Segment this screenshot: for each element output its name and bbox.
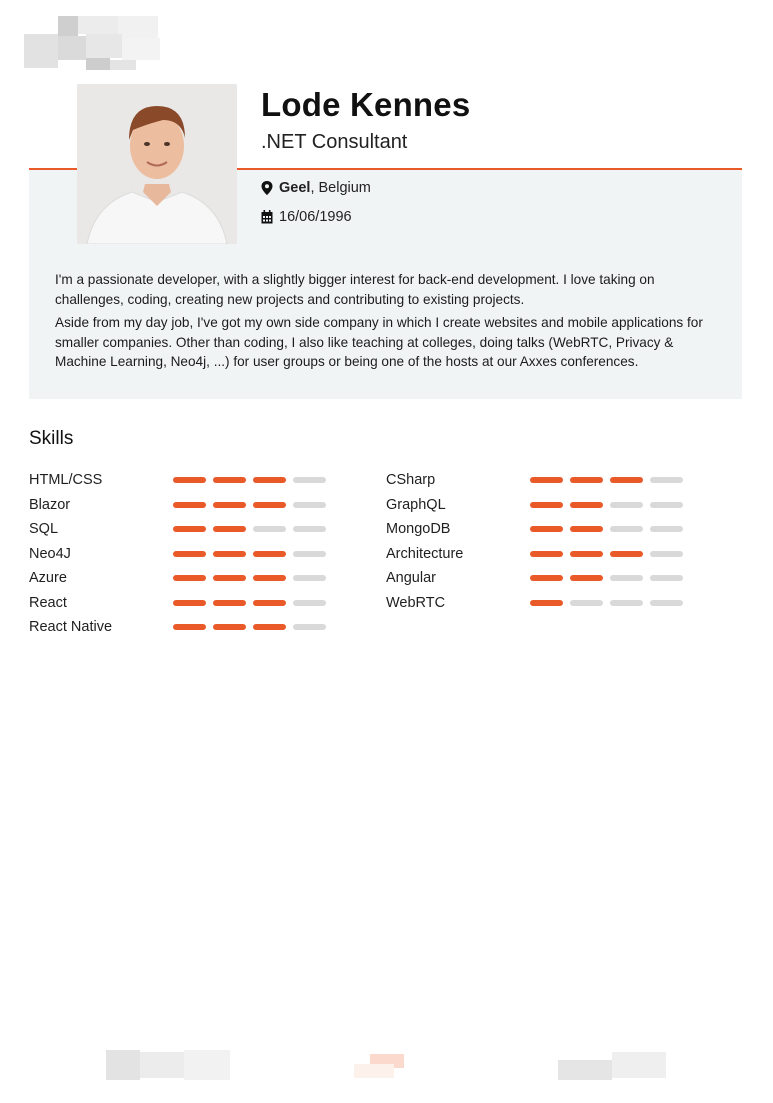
skill-level-segment <box>253 526 286 532</box>
footer-logo-right <box>558 1050 666 1080</box>
skills-heading: Skills <box>29 428 74 449</box>
skill-level-segment <box>213 502 246 508</box>
skill-name: GraphQL <box>386 496 446 513</box>
skill-level-segment <box>293 526 326 532</box>
skill-level-bars <box>530 526 683 532</box>
skill-name: Neo4J <box>29 545 71 562</box>
birthdate-value: 16/06/1996 <box>279 209 352 225</box>
skill-level-segment <box>650 502 683 508</box>
skill-level-segment <box>650 551 683 557</box>
skill-row <box>386 517 683 542</box>
skill-level-segment <box>610 477 643 483</box>
skill-row <box>386 566 683 591</box>
skill-level-segment <box>570 551 603 557</box>
skill-name: MongoDB <box>386 521 451 538</box>
skills-column-left <box>29 468 326 640</box>
birthdate-row <box>261 209 352 225</box>
skill-level-bars <box>173 551 326 557</box>
skill-level-segment <box>293 600 326 606</box>
skill-row <box>386 542 683 567</box>
skill-level-segment <box>213 526 246 532</box>
skill-level-segment <box>610 502 643 508</box>
skills-column-right <box>386 468 683 615</box>
skill-level-segment <box>293 624 326 630</box>
skill-level-segment <box>173 526 206 532</box>
skill-level-segment <box>173 502 206 508</box>
skill-name: Blazor <box>29 496 71 513</box>
skill-level-bars <box>530 575 683 581</box>
skill-level-segment <box>293 575 326 581</box>
location-row <box>261 180 371 196</box>
skill-level-segment <box>173 477 206 483</box>
skill-level-segment <box>253 600 286 606</box>
skill-level-segment <box>253 624 286 630</box>
skill-row <box>386 468 683 493</box>
skill-name: Azure <box>29 570 67 587</box>
skill-level-bars <box>173 526 326 532</box>
job-title: .NET Consultant <box>261 131 408 153</box>
skill-row <box>29 566 326 591</box>
location-country: , Belgium <box>310 180 371 196</box>
skill-level-segment <box>213 624 246 630</box>
skill-level-segment <box>213 575 246 581</box>
skill-row <box>29 591 326 616</box>
skill-level-segment <box>530 477 563 483</box>
skill-level-segment <box>610 526 643 532</box>
bio-paragraph: Aside from my day job, I've got my own side company in which I create websites and mobile applications for smaller companies. Other than coding, I also like teaching at colleges, doing talks (WebRTC, Privacy & Machine Learning, Neo4j, ...) for user groups or being one of the hosts at our Axxes conferences. <box>55 315 703 369</box>
skill-level-segment <box>650 477 683 483</box>
footer-logo-left <box>106 1050 230 1080</box>
skill-level-segment <box>173 551 206 557</box>
skill-level-segment <box>253 502 286 508</box>
skill-level-bars <box>530 600 683 606</box>
skill-level-segment <box>610 600 643 606</box>
skill-row <box>29 493 326 518</box>
skill-level-segment <box>173 600 206 606</box>
footer-logo-center <box>354 1050 404 1080</box>
skill-level-segment <box>173 575 206 581</box>
skill-level-bars <box>530 477 683 483</box>
skill-level-segment <box>253 551 286 557</box>
skill-name: HTML/CSS <box>29 472 103 489</box>
skill-level-bars <box>530 502 683 508</box>
skill-row <box>29 468 326 493</box>
skill-level-bars <box>173 477 326 483</box>
skill-name: SQL <box>29 521 59 538</box>
skill-level-segment <box>213 477 246 483</box>
skill-name: CSharp <box>386 472 436 489</box>
skill-level-segment <box>530 551 563 557</box>
skill-row <box>29 517 326 542</box>
skill-level-segment <box>650 575 683 581</box>
skill-level-segment <box>213 551 246 557</box>
calendar-icon <box>261 210 273 224</box>
person-name: Lode Kennes <box>261 86 471 123</box>
skill-name: Architecture <box>386 545 464 562</box>
skill-level-segment <box>293 477 326 483</box>
skill-level-segment <box>530 502 563 508</box>
skill-level-segment <box>293 502 326 508</box>
skill-level-segment <box>610 575 643 581</box>
skill-level-segment <box>650 600 683 606</box>
skill-level-segment <box>610 551 643 557</box>
skill-level-segment <box>570 575 603 581</box>
skill-level-bars <box>173 575 326 581</box>
company-logo <box>24 16 160 70</box>
skill-level-segment <box>570 502 603 508</box>
location-city: Geel <box>279 180 311 196</box>
skill-level-bars <box>530 551 683 557</box>
skill-level-segment <box>253 575 286 581</box>
skill-level-segment <box>530 575 563 581</box>
skill-level-segment <box>530 600 563 606</box>
skill-level-bars <box>173 502 326 508</box>
skill-level-segment <box>650 526 683 532</box>
skill-level-segment <box>213 600 246 606</box>
bio-section <box>55 270 723 376</box>
skill-level-bars <box>173 624 326 630</box>
profile-photo <box>77 84 237 244</box>
skill-name: React <box>29 594 67 611</box>
skill-level-segment <box>570 526 603 532</box>
skill-level-segment <box>570 600 603 606</box>
skill-name: WebRTC <box>386 594 446 611</box>
bio-paragraph: I'm a passionate developer, with a slightly bigger interest for back-end development. I love taking on challenges, coding, creating new projects and contributing to existing projects. <box>55 272 655 307</box>
skill-name: React Native <box>29 619 113 636</box>
skill-row <box>386 591 683 616</box>
skill-name: Angular <box>386 570 436 587</box>
skill-level-segment <box>293 551 326 557</box>
skill-level-segment <box>173 624 206 630</box>
skill-level-segment <box>570 477 603 483</box>
skill-level-segment <box>253 477 286 483</box>
skill-row <box>386 493 683 518</box>
skill-level-segment <box>530 526 563 532</box>
map-marker-icon <box>261 181 273 195</box>
skill-row <box>29 542 326 567</box>
skill-level-bars <box>173 600 326 606</box>
skill-row <box>29 615 326 640</box>
